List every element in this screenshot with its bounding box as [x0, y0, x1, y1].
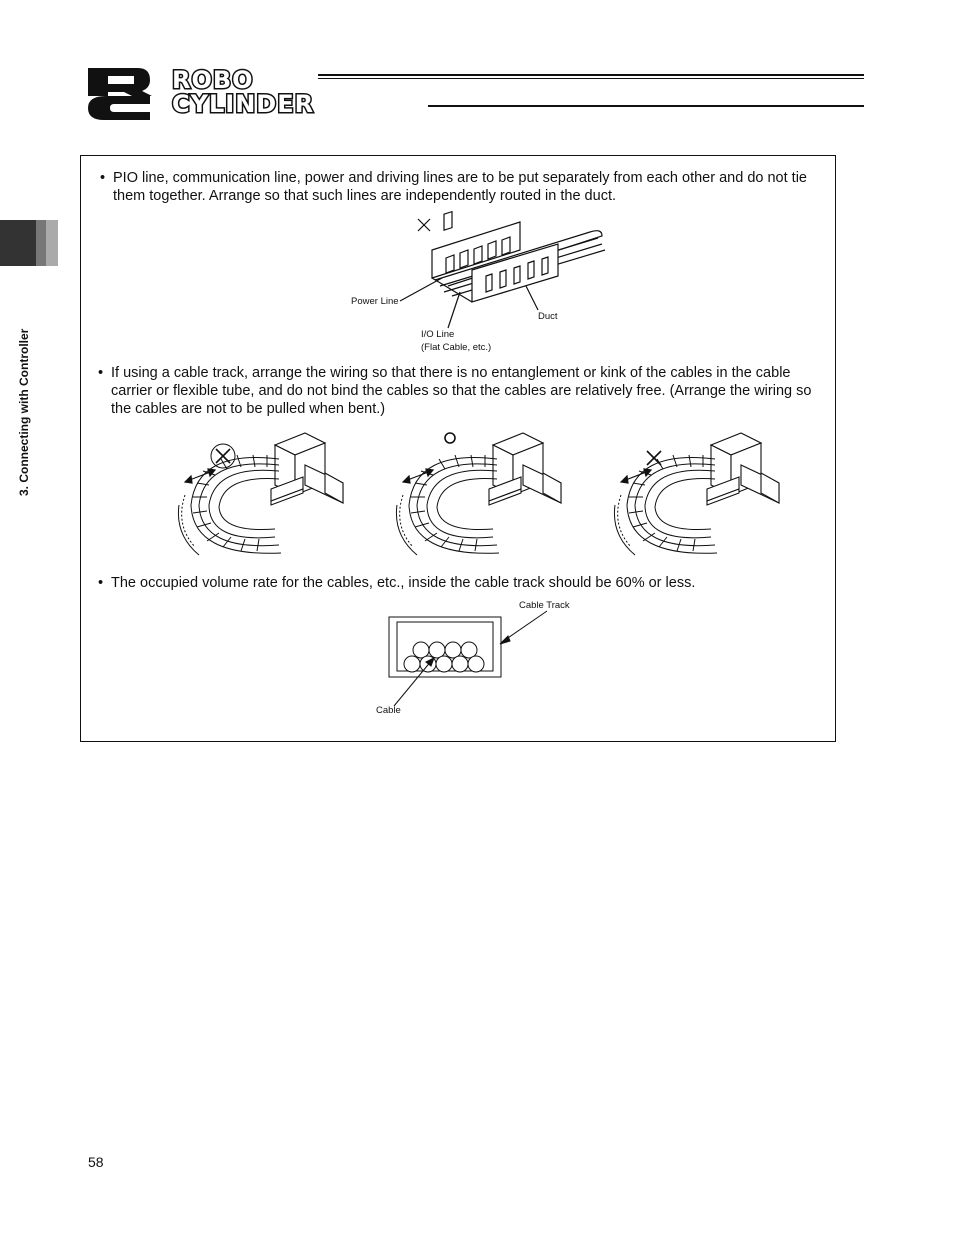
bullet-item: • PIO line, communication line, power and driving lines are to be put separately from each other and do not tie them together. Arrange so that such lines are independently routed in the duct. — [100, 169, 820, 205]
bullet-text: If using a cable track, arrange the wiring so that there is no entanglement or kink of the cables in the cable carrier or flexible tube, and do not bind the cables so that the cables are relatively free. (Arrange the wiring so the cables are not to be pulled when bent.) — [111, 365, 812, 417]
page-number: 58 — [88, 1154, 104, 1170]
bullet-text: The occupied volume rate for the cables, etc., inside the cable track should be 60% or less. — [111, 575, 696, 591]
duct-label: Duct — [538, 311, 558, 322]
cable-track-label: Cable Track — [519, 600, 570, 611]
header-rule — [428, 105, 864, 107]
bullet-item: • The occupied volume rate for the cables, etc., inside the cable track should be 60% or less. — [98, 574, 820, 592]
header-rule — [318, 74, 864, 76]
chapter-tab — [0, 220, 58, 266]
header-rule — [318, 78, 864, 79]
bullet-item: • If using a cable track, arrange the wiring so that there is no entanglement or kink of the cables in the cable carrier or flexible tube, and do not bind the cables so that the cables are relatively free. (Arrange the wiring so the cables are not to be pulled when bent.) — [98, 364, 820, 418]
cable-track-figures — [175, 425, 795, 565]
bullet-text: PIO line, communication line, power and driving lines are to be put separately from each other and do not tie them together. Arrange so that such lines are independently routed in the duct. — [113, 170, 807, 204]
duct-figure — [340, 210, 620, 355]
io-line-label: I/O Line — [421, 329, 455, 340]
io-line-sublabel: (Flat Cable, etc.) — [421, 342, 492, 353]
chapter-label: 3. Connecting with Controller — [17, 328, 31, 496]
cable-volume-figure — [370, 598, 590, 723]
svg-text:CYLINDER: CYLINDER — [172, 90, 315, 118]
svg-text:ROBO: ROBO — [172, 66, 254, 94]
cable-label: Cable — [376, 705, 401, 716]
power-line-label: Power Line — [351, 296, 399, 307]
